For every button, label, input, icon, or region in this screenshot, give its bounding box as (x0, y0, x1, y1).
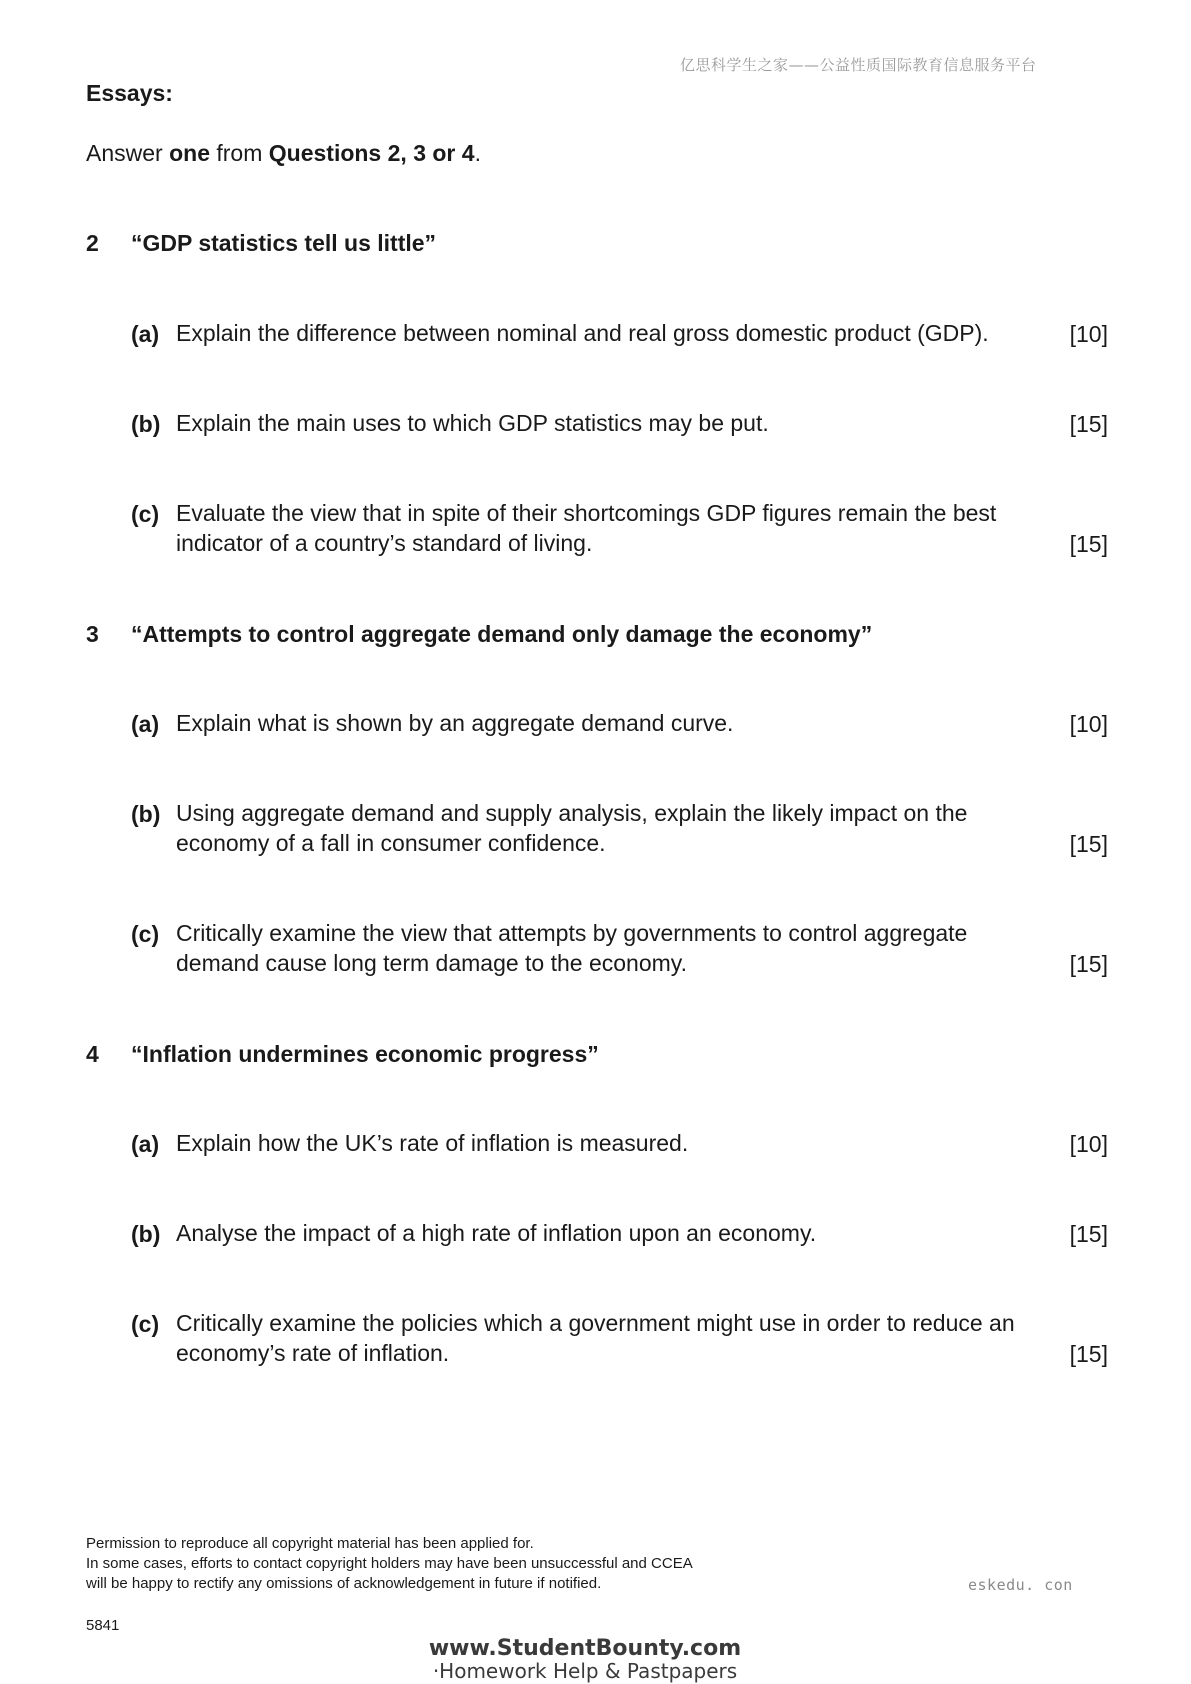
question-number: 4 (86, 1041, 99, 1067)
part-text: Using aggregate demand and supply analysis, explain the likely impact on the economy of a fall in consumer confidence. (176, 800, 968, 856)
part-text: Evaluate the view that in spite of their shortcomings GDP figures remain the best indicator of a country’s standard of living. (176, 500, 997, 556)
part-label: (b) (131, 1221, 161, 1247)
part-marks: [15] (1069, 1341, 1108, 1367)
instruction-post: . (474, 140, 481, 166)
part-marks: [15] (1069, 411, 1108, 437)
part-marks: [10] (1069, 321, 1108, 347)
part-text: Critically examine the view that attempts by governments to control aggregate demand cause long term damage to the economy. (176, 920, 968, 976)
site-watermark: eskedu. con (968, 1576, 1073, 1594)
instruction-one: one (169, 140, 210, 166)
part-label: (a) (131, 1131, 160, 1157)
part-marks: [15] (1069, 1221, 1108, 1247)
part-marks: [10] (1069, 1131, 1108, 1157)
part-text: Explain how the UK’s rate of inflation is measured. (176, 1130, 689, 1156)
part-marks: [15] (1069, 531, 1108, 557)
section-heading: Essays: (86, 80, 173, 106)
part-marks: [10] (1069, 711, 1108, 737)
part-label: (a) (131, 321, 160, 347)
question-title: “Inflation undermines economic progress” (131, 1041, 599, 1067)
studentbounty-logo[interactable] (420, 1638, 750, 1682)
part-label: (c) (131, 1311, 160, 1337)
instruction-mid: from (209, 140, 269, 166)
part-label: (b) (131, 411, 161, 437)
copyright-line: will be happy to rectify any omissions of acknowledgement in future if notified. (86, 1575, 602, 1592)
part-marks: [15] (1069, 831, 1108, 857)
instruction (86, 140, 481, 167)
part-label: (c) (131, 501, 160, 527)
part-label: (b) (131, 801, 161, 827)
brand-url: www.StudentBounty.com (428, 1636, 742, 1661)
part-text: Explain the difference between nominal and real gross domestic product (GDP). (176, 320, 989, 346)
part-text: Critically examine the policies which a government might use in order to reduce an economy’s rate of inflation. (176, 1310, 1015, 1366)
copyright-line: In some cases, efforts to contact copyright holders may have been unsuccessful and CCEA (86, 1555, 693, 1572)
watermark-header: 亿思科学生之家——公益性质国际教育信息服务平台 (680, 56, 1037, 74)
instruction-pre: Answer (86, 140, 170, 166)
part-label: (a) (131, 711, 160, 737)
copyright-note (86, 1534, 693, 1594)
question-title: “Attempts to control aggregate demand only damage the economy” (131, 621, 873, 647)
question-title: “GDP statistics tell us little” (131, 230, 437, 256)
question-number: 3 (86, 621, 99, 647)
part-text: Explain the main uses to which GDP statistics may be put. (176, 410, 769, 436)
part-text: Explain what is shown by an aggregate demand curve. (176, 710, 734, 736)
brand-tagline: ·Homework Help & Pastpapers (432, 1659, 738, 1683)
part-label: (c) (131, 921, 160, 947)
copyright-line: Permission to reproduce all copyright material has been applied for. (86, 1535, 534, 1552)
question-number: 2 (86, 230, 99, 256)
instruction-questions: Questions 2, 3 or 4 (268, 140, 475, 166)
paper-code: 5841 (86, 1617, 120, 1634)
part-text: Analyse the impact of a high rate of inflation upon an economy. (176, 1220, 817, 1246)
part-marks: [15] (1069, 951, 1108, 977)
